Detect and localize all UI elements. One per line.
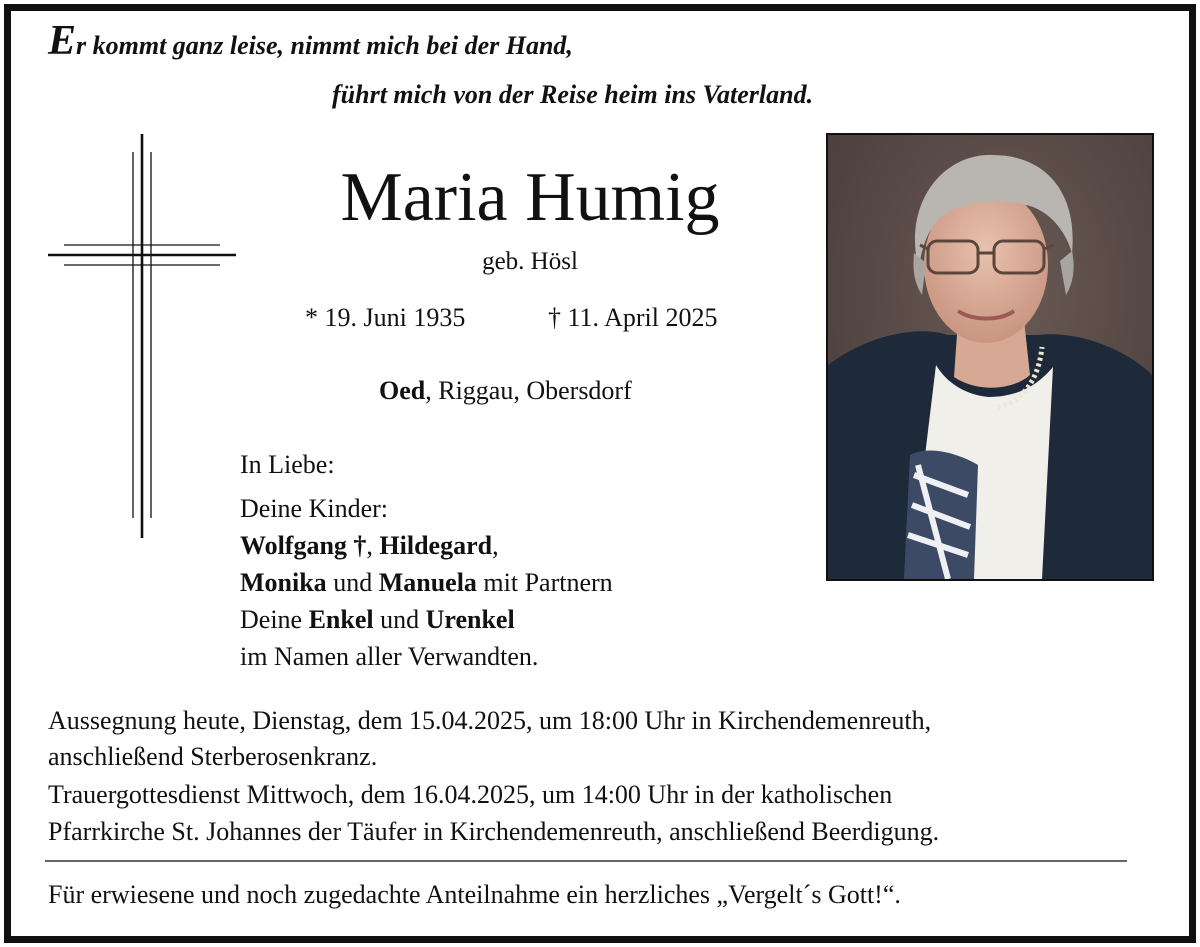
portrait-photo <box>826 133 1154 581</box>
service-line-3: Trauergottesdienst Mittwoch, dem 16.04.2025, um 14:00 Uhr in der katholischen <box>48 780 893 809</box>
child-name: Wolfgang † <box>240 531 367 560</box>
separator: , <box>492 531 499 560</box>
grandchildren-line <box>240 603 515 636</box>
place-main: Oed <box>379 376 426 405</box>
divider <box>45 860 1127 862</box>
service-line-2: anschließend Sterberosenkranz. <box>48 742 378 771</box>
service-line-4: Pfarrkirche St. Johannes der Täufer in Kirchendemenreuth, anschließend Beerdigung. <box>48 817 940 846</box>
conjunction: und <box>373 605 426 634</box>
child-name: Manuela <box>378 568 477 597</box>
great-grandchildren: Urenkel <box>425 605 515 634</box>
separator: , <box>366 531 380 560</box>
grandchildren: Enkel <box>308 605 374 634</box>
death-date: † 11. April 2025 <box>548 303 718 332</box>
service-line-1: Aussegnung heute, Dienstag, dem 15.04.2025, um 18:00 Uhr in Kirchendemenreuth, <box>48 706 932 735</box>
relatives-line: im Namen aller Verwandten. <box>240 642 539 671</box>
grand-prefix: Deine <box>240 605 309 634</box>
portrait-illustration <box>828 135 1152 579</box>
thanks-line: Für erwiesene und noch zugedachte Anteilnahme ein herzliches „Vergelt´s Gott!“. <box>48 880 901 909</box>
cross-icon <box>48 134 238 538</box>
child-name: Hildegard <box>379 531 493 560</box>
deceased-name: Maria Humig <box>340 159 720 236</box>
children-label: Deine Kinder: <box>240 494 389 523</box>
verse-initial: E <box>48 18 77 64</box>
child-name: Monika <box>240 568 327 597</box>
mourners-intro: In Liebe: <box>240 450 335 479</box>
verse-line-1 <box>48 18 573 64</box>
places <box>379 375 632 407</box>
place-rest: , Riggau, Obersdorf <box>425 376 632 405</box>
partners-text: mit Partnern <box>476 568 613 597</box>
birth-date: * 19. Juni 1935 <box>305 303 466 332</box>
children-line-2 <box>240 566 613 599</box>
children-line-1 <box>240 529 499 562</box>
verse-line-2: führt mich von der Reise heim ins Vaterland. <box>332 80 814 109</box>
verse-line-1-text: r kommt ganz leise, nimmt mich bei der Hand, <box>76 31 573 60</box>
conjunction: und <box>326 568 379 597</box>
birth-name: geb. Hösl <box>482 248 578 275</box>
